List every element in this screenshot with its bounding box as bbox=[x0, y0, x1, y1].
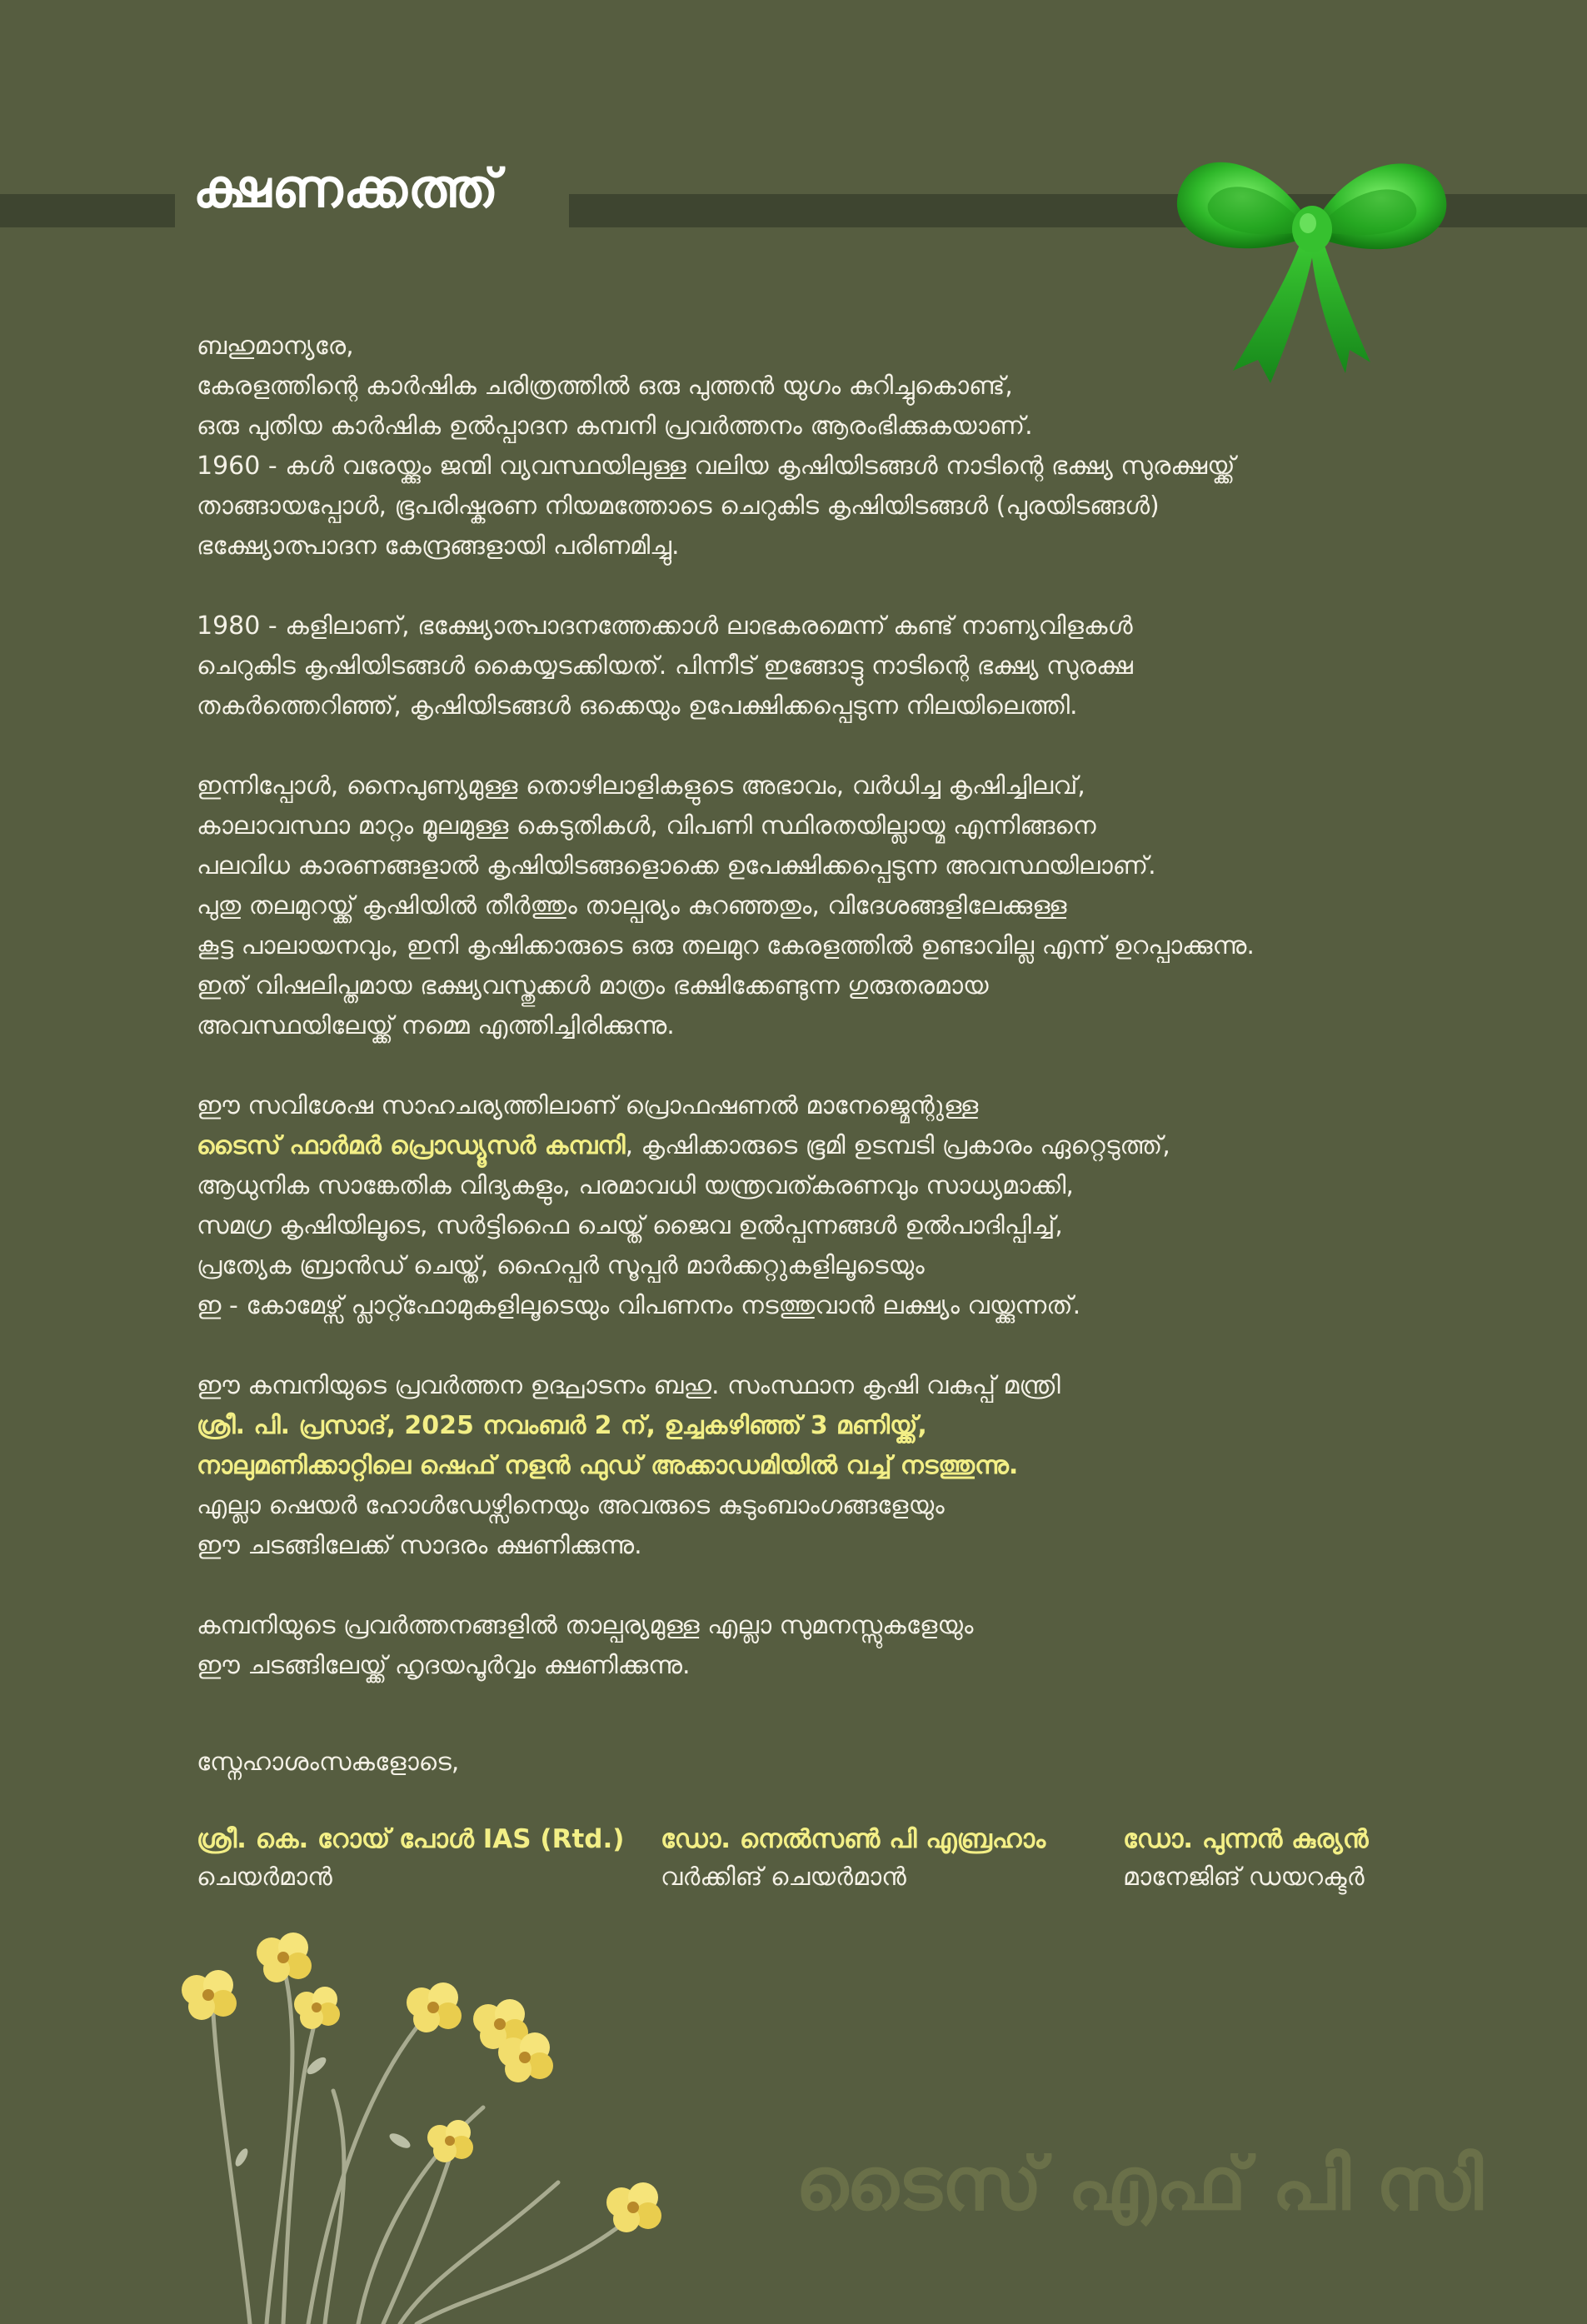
text-line: ഈ ചടങ്ങിലേക്ക് സാദരം ക്ഷണിക്കുന്നു. bbox=[197, 1531, 642, 1560]
letter-body bbox=[197, 327, 1496, 1686]
company-watermark: ടൈസ് എഫ് പി സി bbox=[796, 2141, 1484, 2227]
event-venue-line: നാലുമണിക്കാറ്റിലെ ഷെഫ് നളൻ ഫുഡ് അക്കാഡമിയിൽ വച്ച് നടത്തുന്നു. bbox=[197, 1451, 1019, 1480]
salutation: ബഹുമാന്യരേ, bbox=[197, 332, 354, 361]
text-line: പുതു തലമുറയ്ക്ക് കൃഷിയിൽ തീർത്തും താല്പര്യം കുറഞ്ഞതും, വിദേശങ്ങളിലേക്കുള്ള bbox=[197, 891, 1067, 920]
text-line: 1980 - കളിലാണ്, ഭക്ഷ്യോത്പാദനത്തേക്കാൾ ലാഭകരമെന്ന് കണ്ട് നാണ്യവിളകൾ bbox=[197, 611, 1133, 641]
text-line: അവസ്ഥയിലേയ്ക്ക് നമ്മെ എത്തിച്ചിരിക്കുന്നു. bbox=[197, 1011, 675, 1040]
text-line: ഇ - കോമേഴ്സ് പ്ലാറ്റ്ഫോമുകളിലൂടെയും വിപണനം നടത്തുവാൻ ലക്ഷ്യം വയ്ക്കുന്നത്. bbox=[197, 1291, 1081, 1320]
text-line: എല്ലാ ഷെയർ ഹോൾഡേഴ്സിനെയും അവരുടെ കുടുംബാംഗങ്ങളേയും bbox=[197, 1491, 945, 1520]
text-line: പലവിധ കാരണങ്ങളാൽ കൃഷിയിടങ്ങളൊക്കെ ഉപേക്ഷിക്കപ്പെടുന്ന അവസ്ഥയിലാണ്. bbox=[197, 851, 1156, 880]
text-line: ഈ സവിശേഷ സാഹചര്യത്തിലാണ് പ്രൊഫഷണൽ മാനേജ്മെന്റുള്ള bbox=[197, 1091, 979, 1120]
text-line: തകർത്തെറിഞ്ഞ്, കൃഷിയിടങ്ങൾ ഒക്കെയും ഉപേക്ഷിക്കപ്പെടുന്ന നിലയിലെത്തി. bbox=[197, 691, 1078, 721]
text-line: ഇത് വിഷലിപ്തമായ ഭക്ഷ്യവസ്തുക്കൾ മാത്രം ഭക്ഷിക്കേണ്ടുന്ന ഗുരുതരമായ bbox=[197, 971, 989, 1000]
text-line bbox=[197, 1126, 1496, 1166]
text-line: സമഗ്ര കൃഷിയിലൂടെ, സർട്ടിഫൈ ചെയ്ത് ജൈവ ഉൽപ്പന്നങ്ങൾ ഉൽപാദിപ്പിച്ച്, bbox=[197, 1211, 1063, 1240]
text-line: ഭക്ഷ്യോത്പാദന കേന്ദ്രങ്ങളായി പരിണമിച്ചു. bbox=[197, 531, 680, 561]
text-line: താങ്ങായപ്പോൾ, ഭൂപരിഷ്കരണ നിയമത്തോടെ ചെറുകിട കൃഷിയിടങ്ങൾ (പുരയിടങ്ങൾ) bbox=[197, 491, 1160, 521]
text-line: പ്രത്യേക ബ്രാൻഡ് ചെയ്ത്, ഹൈപ്പർ സൂപ്പർ മാർക്കറ്റുകളിലൂടെയും bbox=[197, 1251, 925, 1280]
text-line: കേരളത്തിന്റെ കാർഷിക ചരിത്രത്തിൽ ഒരു പുത്തൻ യുഗം കുറിച്ചുകൊണ്ട്, bbox=[197, 372, 1013, 401]
text-line: ഈ കമ്പനിയുടെ പ്രവർത്തന ഉദ്ഘാടനം ബഹു. സംസ്ഥാന കൃഷി വകുപ്പ് മന്ത്രി bbox=[197, 1371, 1060, 1400]
text-line: ചെറുകിട കൃഷിയിടങ്ങൾ കൈയ്യടക്കിയത്. പിന്നീട് ഇങ്ങോട്ടു നാടിന്റെ ഭക്ഷ്യ സുരക്ഷ bbox=[197, 651, 1133, 681]
signer-chairman bbox=[197, 1819, 624, 1896]
header-band-left bbox=[0, 194, 175, 227]
text-line: കമ്പനിയുടെ പ്രവർത്തനങ്ങളിൽ താല്പര്യമുള്ള എല്ലാ സുമനസ്സുകളേയും bbox=[197, 1611, 974, 1640]
text-line: ഇന്നിപ്പോൾ, നൈപുണ്യമുള്ള തൊഴിലാളികളുടെ അഭാവം, വർധിച്ച കൃഷിച്ചിലവ്, bbox=[197, 771, 1085, 800]
signer-role: ചെയർമാൻ bbox=[197, 1863, 332, 1892]
yellow-flowers-illustration bbox=[167, 1891, 800, 2324]
signer-managing-director bbox=[1123, 1819, 1369, 1896]
signer-role: വർക്കിങ് ചെയർമാൻ bbox=[661, 1863, 906, 1892]
company-name: ടൈസ് ഫാർമർ പ്രൊഡ്യൂസർ കമ്പനി bbox=[197, 1131, 626, 1160]
text-line: കൂട്ട പാലായനവും, ഇനി കൃഷിക്കാരുടെ ഒരു തലമുറ കേരളത്തിൽ ഉണ്ടാവില്ല എന്ന് ഉറപ്പാക്കുന്നു. bbox=[197, 931, 1255, 960]
text-line: ഈ ചടങ്ങിലേയ്ക്ക് ഹൃദയപൂർവ്വം ക്ഷണിക്കുന്നു. bbox=[197, 1651, 691, 1680]
signer-working-chairman bbox=[661, 1819, 1046, 1896]
text-line: ആധുനിക സാങ്കേതിക വിദ്യകളും, പരമാവധി യന്ത്രവത്കരണവും സാധ്യമാക്കി, bbox=[197, 1171, 1074, 1200]
closing-greeting: സ്നേഹാശംസകളോടെ, bbox=[197, 1748, 460, 1777]
page-title: ക്ഷണക്കത്ത് bbox=[193, 158, 500, 220]
signer-name: ഡോ. നെൽസൺ പി എബ്രഹാം bbox=[661, 1824, 1046, 1854]
signer-role: മാനേജിങ് ഡയറക്ടർ bbox=[1123, 1863, 1365, 1892]
event-details-line: ശ്രീ. പി. പ്രസാദ്, 2025 നവംബർ 2 ന്, ഉച്ചകഴിഞ്ഞ് 3 മണിയ്ക്ക്, bbox=[197, 1411, 927, 1440]
text-line: കാലാവസ്ഥാ മാറ്റം മൂലമുള്ള കെടുതികൾ, വിപണി സ്ഥിരതയില്ലായ്മ എന്നിങ്ങനെ bbox=[197, 811, 1096, 840]
text-line: ഒരു പുതിയ കാർഷിക ഉൽപ്പാദന കമ്പനി പ്രവർത്തനം ആരംഭിക്കുകയാണ്. bbox=[197, 411, 1033, 441]
signer-name: ശ്രീ. കെ. റോയ് പോൾ IAS (Rtd.) bbox=[197, 1824, 625, 1854]
text-line: 1960 - കൾ വരേയ്ക്കും ജന്മി വ്യവസ്ഥയിലുള്ള വലിയ കൃഷിയിടങ്ങൾ നാടിന്റെ ഭക്ഷ്യ സുരക്ഷയ്ക്ക് bbox=[197, 451, 1235, 481]
signer-name: ഡോ. പുന്നൻ കുര്യൻ bbox=[1123, 1824, 1369, 1854]
text-span: , കൃഷിക്കാരുടെ ഭൂമി ഉടമ്പടി പ്രകാരം ഏറ്റെടുത്ത്, bbox=[625, 1131, 1170, 1160]
